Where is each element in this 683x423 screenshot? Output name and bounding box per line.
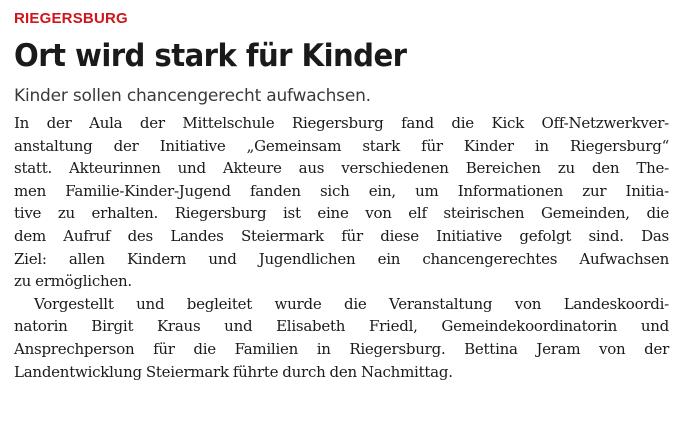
paragraph-line: anstaltung der Initiative „Gemeinsam stark für Kinder in Riegersburg“ [14, 136, 669, 155]
article [14, 10, 669, 383]
paragraph-line: Ansprechperson für die Familien in Riegersburg. Bettina Jeram von der [14, 339, 669, 358]
paragraph-line: men Familie-Kinder-Jugend fanden sich ein, um Informationen zur Initia- [14, 181, 669, 200]
paragraph-line: statt. Akteurinnen und Akteure aus verschiedenen Bereichen zu den The- [14, 159, 669, 178]
paragraph-line: Vorgestellt und begleitet wurde die Veranstaltung von Landeskoordi- [34, 294, 669, 313]
paragraph-line: zu ermöglichen. [14, 272, 132, 291]
article-kicker: RIEGERSBURG [14, 10, 128, 27]
paragraph-line: In der Aula der Mittelschule Riegersburg fand die Kick Off-Netzwerkver- [14, 114, 669, 132]
article-paragraph-2 [14, 293, 669, 383]
article-paragraph-1 [14, 112, 669, 293]
article-subline: Kinder sollen chancengerecht aufwachsen. [14, 86, 371, 106]
paragraph-line: tive zu erhalten. Riegersburg ist eine von elf steirischen Gemeinden, die [14, 204, 669, 223]
article-body [14, 112, 669, 383]
paragraph-line: Ziel: allen Kindern und Jugendlichen ein chancengerechtes Aufwachsen [14, 249, 669, 268]
paragraph-line: Landentwicklung Steiermark führte durch den Nachmittag. [14, 362, 453, 381]
paragraph-line: natorin Birgit Kraus und Elisabeth Friedl, Gemeindekoordinatorin und [14, 317, 669, 336]
paragraph-line: dem Aufruf des Landes Steiermark für diese Initiative gefolgt sind. Das [14, 226, 669, 245]
article-headline: Ort wird stark für Kinder [14, 38, 407, 74]
